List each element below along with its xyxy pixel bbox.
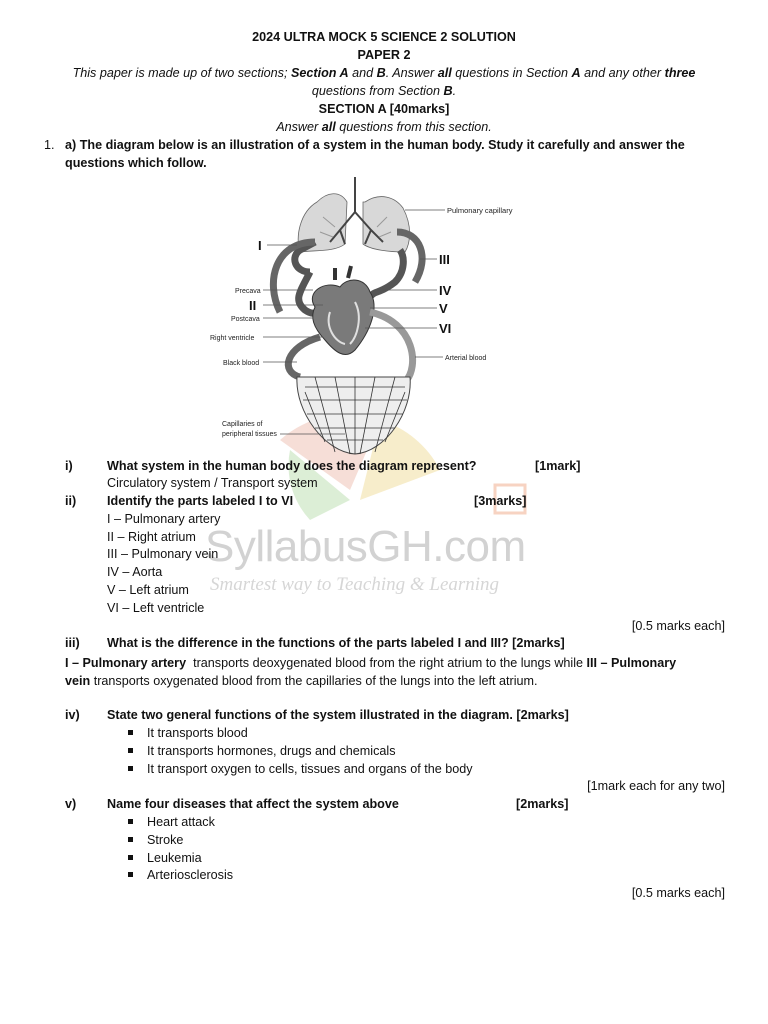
item-iii-text: transports oxygenated blood from the capillaries of the lungs into the left atrium. bbox=[90, 674, 538, 688]
section-note-text: questions from this section. bbox=[335, 120, 492, 134]
label-V: V bbox=[439, 301, 448, 316]
intro-text: questions from Section bbox=[311, 84, 444, 98]
intro-all: all bbox=[437, 66, 452, 80]
item-v-bullet: Leukemia bbox=[128, 851, 202, 865]
section-note bbox=[0, 120, 768, 134]
paper-number: PAPER 2 bbox=[357, 48, 411, 62]
item-iv-bullet: It transports blood bbox=[128, 726, 248, 740]
item-iii-bold: vein bbox=[65, 674, 91, 688]
section-title: SECTION A [40marks] bbox=[318, 102, 450, 116]
item-i-marks: [1mark] bbox=[535, 459, 581, 473]
item-iv-number: iv) bbox=[65, 708, 80, 722]
item-iii-bold: I – Pulmonary artery bbox=[65, 656, 187, 670]
intro-text: questions in Section bbox=[451, 66, 572, 80]
item-iv-note: [1mark each for any two] bbox=[587, 779, 725, 793]
intro-a: A bbox=[571, 66, 581, 80]
question-stem-line1: a) The diagram below is an illustration of a system in the human body. Study it carefully and answer the bbox=[65, 138, 685, 152]
watermark-tagline: Smartest way to Teaching & Learning bbox=[210, 574, 500, 595]
item-ii-marks: [3marks] bbox=[474, 494, 527, 508]
item-iii-text: transports deoxygenated blood from the right atrium to the lungs while bbox=[186, 656, 587, 670]
intro-text: and any other bbox=[580, 66, 665, 80]
label-IV: IV bbox=[439, 283, 452, 298]
question-number: 1. bbox=[44, 138, 55, 152]
question-stem-line2: questions which follow. bbox=[65, 156, 207, 170]
item-v-bullet: Stroke bbox=[128, 833, 183, 847]
section-note-all: all bbox=[321, 120, 336, 134]
item-ii-number: ii) bbox=[65, 494, 77, 508]
item-iv-question: State two general functions of the system illustrated in the diagram. [2marks] bbox=[107, 708, 569, 722]
item-iii-bold: III – Pulmonary bbox=[586, 656, 677, 670]
label-II: II bbox=[249, 298, 257, 313]
item-ii-question: Identify the parts labeled I to VI bbox=[107, 494, 294, 508]
label-pulmonary-capillary: Pulmonary capillary bbox=[447, 206, 513, 215]
item-iii-number: iii) bbox=[65, 636, 80, 650]
item-ii-answer: VI – Left ventricle bbox=[107, 601, 205, 615]
item-ii-answer: V – Left atrium bbox=[107, 583, 189, 597]
item-v-marks: [2marks] bbox=[516, 797, 569, 811]
item-iv-bullet: It transport oxygen to cells, tissues and organs of the body bbox=[128, 762, 473, 776]
item-ii-answer: II – Right atrium bbox=[107, 530, 196, 544]
item-ii-note: [0.5 marks each] bbox=[631, 619, 725, 633]
item-v-bullet: Arteriosclerosis bbox=[128, 868, 233, 882]
item-iii-answer bbox=[65, 654, 730, 690]
heart bbox=[312, 266, 374, 355]
intro-b: B bbox=[376, 66, 386, 80]
item-iii-question: What is the difference in the functions of the parts labeled I and III? [2marks] bbox=[107, 636, 565, 650]
label-capillaries-2: peripheral tissues bbox=[222, 431, 277, 438]
label-precava: Precava bbox=[235, 288, 261, 295]
label-III: III bbox=[439, 252, 450, 267]
intro-line-2 bbox=[0, 84, 768, 98]
intro-text: . Answer bbox=[385, 66, 438, 80]
label-right-ventricle: Right ventricle bbox=[210, 335, 255, 342]
item-v-question: Name four diseases that affect the system above bbox=[107, 797, 399, 811]
item-v-note: [0.5 marks each] bbox=[631, 886, 725, 900]
peripheral-capillaries bbox=[297, 377, 410, 454]
label-black-blood: Black blood bbox=[223, 360, 260, 367]
item-v-number: v) bbox=[65, 797, 77, 811]
item-ii-answer: IV – Aorta bbox=[107, 565, 163, 579]
item-i-question: What system in the human body does the diagram represent? bbox=[107, 459, 477, 473]
circulatory-diagram bbox=[205, 172, 525, 457]
item-v-bullet: Heart attack bbox=[128, 815, 215, 829]
item-i-answer: Circulatory system / Transport system bbox=[107, 476, 318, 490]
label-capillaries-1: Capillaries of bbox=[222, 421, 263, 428]
item-ii-answer: III – Pulmonary vein bbox=[107, 547, 219, 561]
item-iv-bullet: It transports hormones, drugs and chemicals bbox=[128, 744, 396, 758]
label-postcava: Postcava bbox=[231, 316, 260, 323]
intro-section-a: Section A bbox=[290, 66, 349, 80]
systemic-vein-loop bbox=[288, 337, 320, 377]
intro-text: This paper is made up of two sections; bbox=[72, 66, 291, 80]
label-VI: VI bbox=[439, 321, 452, 336]
label-arterial-blood: Arterial blood bbox=[445, 355, 487, 362]
page-title: 2024 ULTRA MOCK 5 SCIENCE 2 SOLUTION bbox=[252, 30, 516, 44]
item-i-number: i) bbox=[65, 459, 73, 473]
item-ii-answer: I – Pulmonary artery bbox=[107, 512, 221, 526]
intro-text: . bbox=[452, 84, 457, 98]
intro-line-1 bbox=[0, 66, 768, 80]
watermark-brand: SyllabusGH.com bbox=[205, 522, 526, 571]
intro-text: and bbox=[348, 66, 377, 80]
intro-b2: B bbox=[443, 84, 453, 98]
section-note-text: Answer bbox=[276, 120, 322, 134]
intro-three: three bbox=[664, 66, 696, 80]
label-I: I bbox=[258, 238, 262, 253]
systemic-artery-loop bbox=[370, 312, 413, 382]
